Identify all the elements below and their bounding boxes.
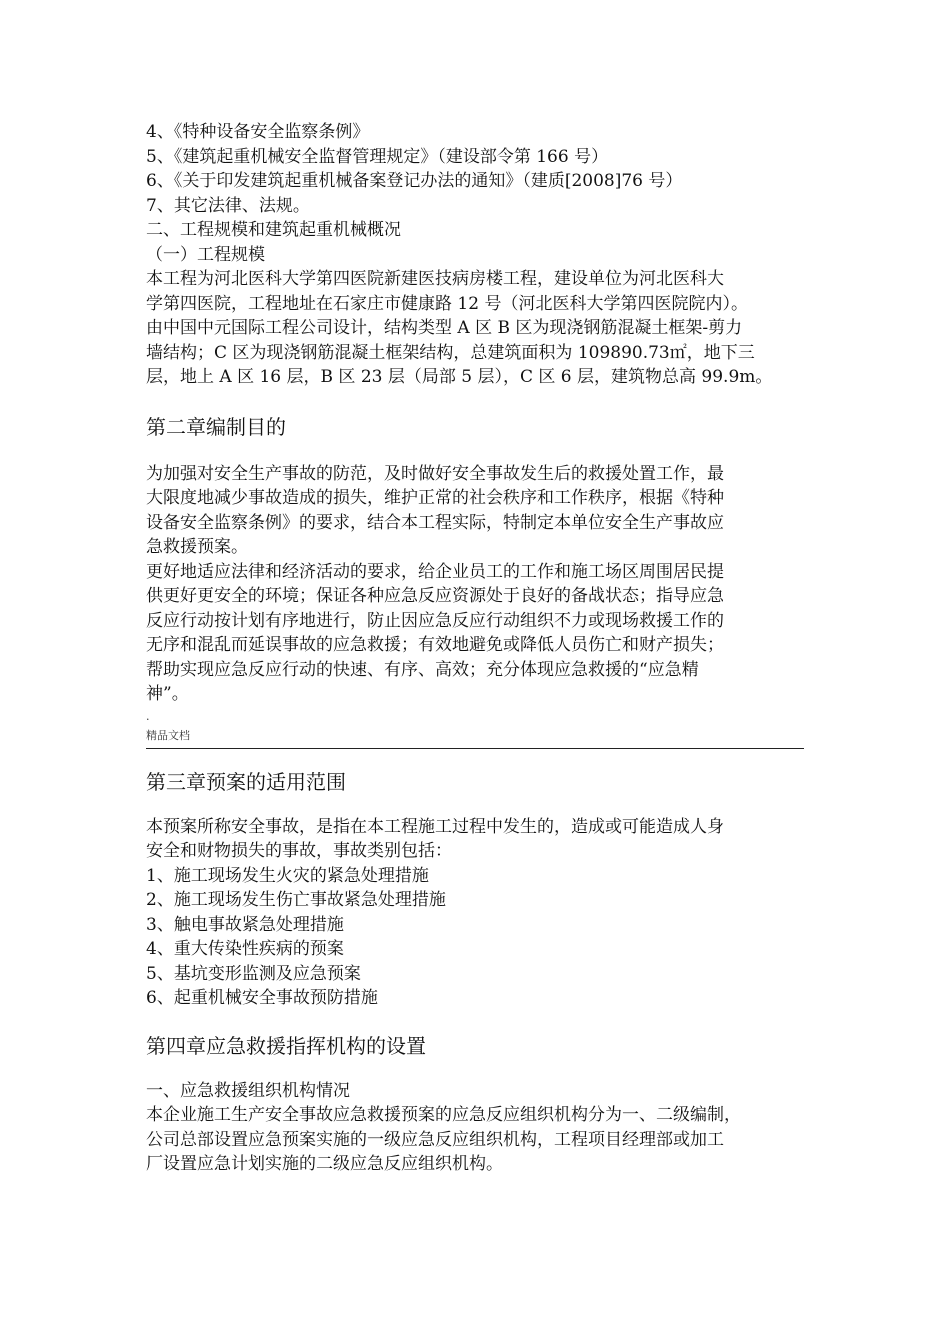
chapter-4-paragraph: [146, 1103, 806, 1177]
reference-item: 6、《关于印发建筑起重机械备案登记办法的通知》（建质[2008]76 号）: [146, 171, 683, 191]
footer-dot: .: [146, 709, 150, 723]
paragraph-line: 供更好更安全的环境；保证各种应急反应资源处于良好的备战状态；指导应急: [146, 586, 724, 606]
page-divider: [146, 748, 804, 749]
paragraph-line: 本预案所称安全事故，是指在本工程施工过程中发生的，造成或可能造成人身: [146, 816, 724, 837]
footer-label: 精品文档: [146, 728, 190, 742]
paragraph-line: 反应行动按计划有序地进行，防止因应急反应行动组织不力或现场救援工作的: [146, 610, 724, 631]
project-description-paragraph: [146, 267, 806, 390]
chapter-3-heading: 第三章预案的适用范围: [146, 769, 346, 794]
reference-list: [146, 120, 806, 267]
paragraph-line: 更好地适应法律和经济活动的要求，给企业员工的工作和施工场区周围居民提: [146, 561, 724, 582]
paragraph-line: 安全和财物损失的事故，事故类别包括：: [146, 841, 452, 861]
chapter-4-subheading: 一、应急救援组织机构情况: [146, 1080, 350, 1101]
chapter-3-intro: [146, 815, 806, 864]
list-item: 4、重大传染性疾病的预案: [146, 939, 344, 959]
reference-item: 5、《建筑起重机械安全监督管理规定》（建设部令第 166 号）: [146, 146, 609, 167]
paragraph-line: 帮助实现应急反应行动的快速、有序、高效；充分体现应急救援的“应急精: [146, 659, 699, 680]
reference-item: 4、《特种设备安全监察条例》: [146, 122, 370, 142]
chapter-2-heading: 第二章编制目的: [146, 414, 286, 439]
paragraph-line: 公司总部设置应急预案实施的一级应急反应组织机构，工程项目经理部或加工: [146, 1129, 724, 1150]
subsection-title-project-scale: （一）工程规模: [146, 244, 265, 265]
paragraph-line: 为加强对安全生产事故的防范，及时做好安全事故发生后的救援处置工作，最: [146, 463, 724, 484]
reference-item: 7、其它法律、法规。: [146, 195, 310, 216]
document-page: [146, 120, 806, 1177]
accident-category-list: [146, 864, 806, 1011]
paragraph-line: 本企业施工生产安全事故应急救援预案的应急反应组织机构分为一、二级编制，: [146, 1105, 741, 1125]
section-title-project-overview: 二、工程规模和建筑起重机械概况: [146, 220, 401, 240]
chapter-4-heading: 第四章应急救援指挥机构的设置: [146, 1033, 426, 1058]
list-item: 5、基坑变形监测及应急预案: [146, 963, 361, 984]
paragraph-line: 设备安全监察条例》的要求，结合本工程实际，特制定本单位安全生产事故应: [146, 512, 724, 533]
paragraph-line: 急救援预案。: [146, 537, 248, 557]
list-item: 3、触电事故紧急处理措施: [146, 914, 344, 935]
paragraph-line: 层，地上 A 区 16 层，B 区 23 层（局部 5 层），C 区 6 层，建筑物总高 99.9m。: [146, 367, 773, 387]
paragraph-line: 由中国中元国际工程公司设计，结构类型 A 区 B 区为现浇钢筋混凝土框架-剪力: [146, 318, 743, 338]
paragraph-line: 本工程为河北医科大学第四医院新建医技病房楼工程，建设单位为河北医科大: [146, 269, 724, 289]
paragraph-line: 无序和混乱而延误事故的应急救援；有效地避免或降低人员伤亡和财产损失；: [146, 635, 724, 655]
paragraph-line: 厂设置应急计划实施的二级应急反应组织机构。: [146, 1154, 503, 1174]
paragraph-line: 墙结构；C 区为现浇钢筋混凝土框架结构，总建筑面积为 109890.73㎡，地下三: [146, 342, 755, 363]
chapter-2-paragraph-1: [146, 462, 806, 560]
list-item: 2、施工现场发生伤亡事故紧急处理措施: [146, 890, 446, 910]
list-item: 6、起重机械安全事故预防措施: [146, 988, 378, 1008]
chapter-2-paragraph-2: [146, 560, 806, 707]
paragraph-line: 学第四医院，工程地址在石家庄市健康路 12 号（河北医科大学第四医院院内）。: [146, 293, 748, 314]
paragraph-line: 神”。: [146, 684, 189, 704]
paragraph-line: 大限度地减少事故造成的损失，维护正常的社会秩序和工作秩序，根据《特种: [146, 488, 724, 508]
list-item: 1、施工现场发生火灾的紧急处理措施: [146, 865, 429, 886]
